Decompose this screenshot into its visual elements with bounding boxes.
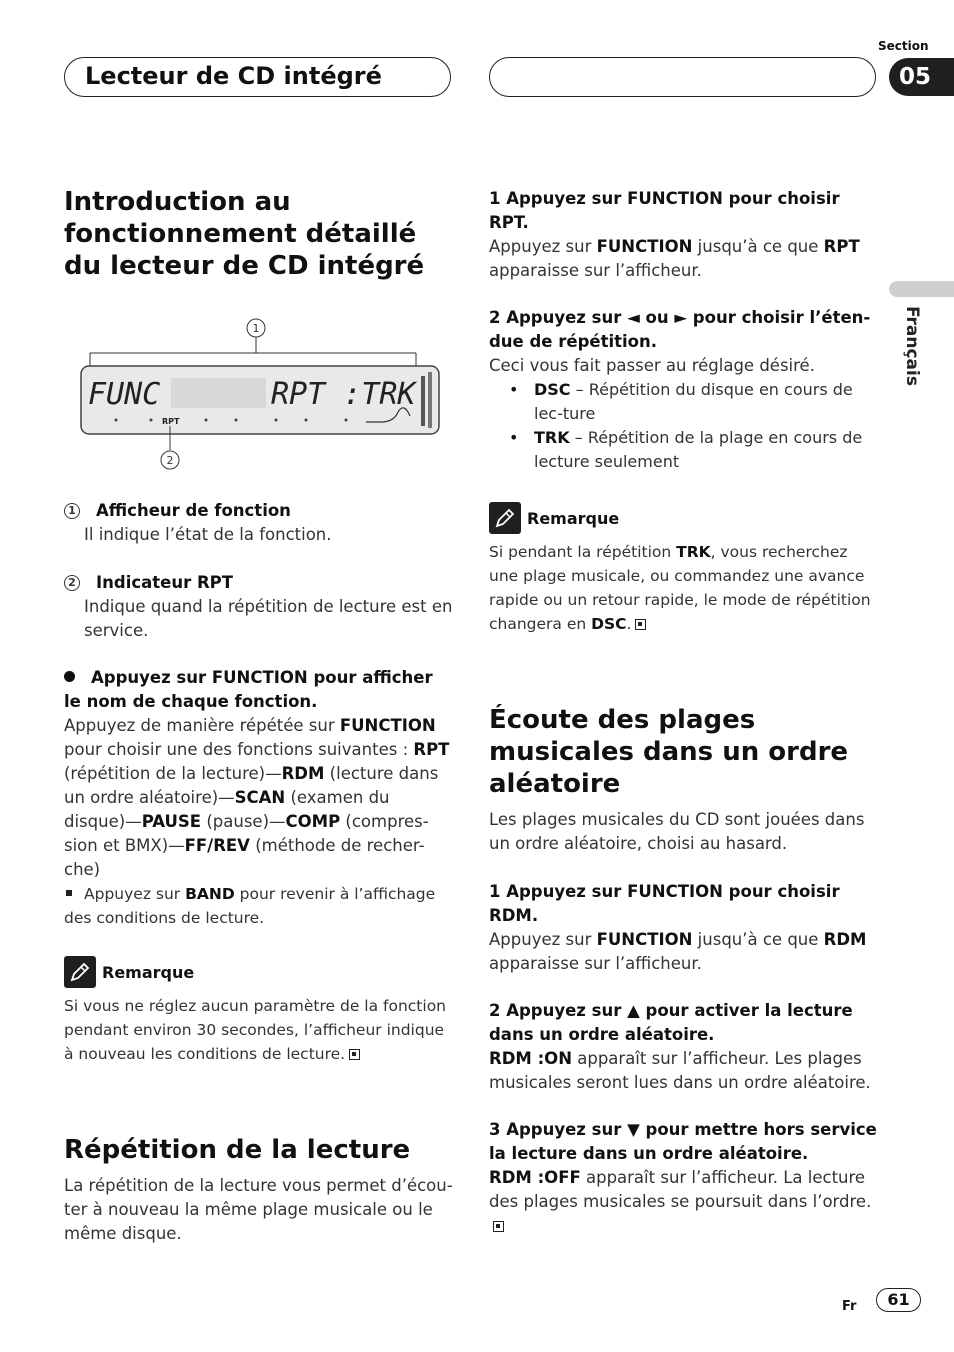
section-label: Section	[878, 39, 929, 53]
left-column	[64, 186, 454, 282]
random-step-2-title: 2 Appuyez sur ▲ pour activer la lecture dans un ordre aléatoire.	[489, 1001, 853, 1044]
repeat-options-list	[489, 378, 879, 474]
intro-items	[64, 499, 454, 643]
pencil-note-icon	[64, 956, 96, 988]
item-2-desc: Indique quand la répétition de lecture est en service.	[84, 597, 453, 640]
header-empty-box	[489, 57, 876, 97]
repeat-desc: La répétition de la lecture vous permet d’écou-ter à nouveau la même plage musicale ou le même disque.	[64, 1176, 453, 1243]
random-step-1-body: Appuyez sur FUNCTION jusqu’à ce que RDM apparaisse sur l’afficheur.	[489, 930, 867, 973]
random-step-3-title: 3 Appuyez sur ▼ pour mettre hors service la lecture dans un ordre aléatoire.	[489, 1120, 877, 1163]
lcd-display-illustration	[76, 316, 446, 472]
repeat-step-2-title: 2 Appuyez sur ◄ ou ► pour choisir l’éten-due de répétition.	[489, 308, 871, 351]
repeat-steps	[489, 187, 879, 636]
repeat-title: Répétition de la lecture	[64, 1135, 411, 1165]
function-step	[64, 666, 454, 930]
callout-2-label: 2	[166, 454, 174, 467]
language-tab	[889, 281, 954, 297]
function-step-body: Appuyez de manière répétée sur FUNCTION pour choisir une des fonctions suivantes : RPT (répétition de la lecture)—RDM (lecture dans un ordre aléatoire)—SCAN (examen du disque)—PAUSE (pause)—COMP (compres-sion et BMX)—FF/REV (méthode de recher-che)	[64, 716, 450, 879]
repeat-step-1-title: 1 Appuyez sur FUNCTION pour choisir RPT.	[489, 189, 840, 232]
item-1-desc: Il indique l’état de la fonction.	[84, 525, 332, 544]
intro-note-label: Remarque	[102, 962, 195, 982]
rpt-indicator: RPT	[162, 417, 180, 426]
callout-1-label: 1	[252, 322, 260, 335]
repeat-option-dsc: • DSC – Répétition du disque en cours de lec-ture	[489, 378, 879, 426]
repeat-step-1-body: Appuyez sur FUNCTION jusqu’à ce que RPT apparaisse sur l’afficheur.	[489, 237, 860, 280]
function-step-title: Appuyez sur FUNCTION pour afficher le nom de chaque fonction.	[64, 668, 433, 711]
lcd-right-text: RPT :TRK	[271, 377, 416, 412]
item-2-number: 2	[64, 575, 80, 591]
item-1-title: Afficheur de fonction	[96, 501, 291, 520]
bullet-dot-icon	[64, 671, 75, 682]
end-mark-icon	[635, 619, 646, 630]
intro-item-1	[64, 499, 454, 547]
random-step-1-title: 1 Appuyez sur FUNCTION pour choisir RDM.	[489, 882, 840, 925]
intro-item-2	[64, 571, 454, 643]
repeat-note-text: Si pendant la répétition TRK, vous recherchez une plage musicale, ou commandez une avance rapide ou un retour rapide, le mode de répétition changera en DSC.	[489, 543, 871, 633]
function-step-subnote: Appuyez sur BAND pour revenir à l’affichage des conditions de lecture.	[64, 885, 436, 927]
end-mark-icon	[493, 1221, 504, 1232]
chapter-title-box	[64, 57, 451, 97]
pencil-note-icon	[489, 502, 521, 534]
random-title: Écoute des plages musicales dans un ordre aléatoire	[489, 705, 849, 799]
item-1-number: 1	[64, 503, 80, 519]
repeat-option-trk: • TRK – Répétition de la plage en cours de lecture seulement	[489, 426, 879, 474]
repeat-step-2-body: Ceci vous fait passer au réglage désiré.	[489, 356, 815, 375]
footer-language: Fr	[842, 1299, 857, 1314]
square-bullet-icon	[66, 890, 72, 896]
item-2-title: Indicateur RPT	[96, 573, 234, 592]
random-section	[489, 704, 879, 1238]
chapter-title: Lecteur de CD intégré	[85, 62, 382, 90]
intro-title: Introduction au fonctionnement détaillé du lecteur de CD intégré	[64, 187, 425, 281]
repeat-note-label: Remarque	[527, 508, 620, 528]
random-step-3-body: RDM :OFF apparaît sur l’afficheur. La lecture des plages musicales se poursuit dans l’ordre.	[489, 1166, 879, 1238]
end-mark-icon	[349, 1049, 360, 1060]
lcd-segment-ghost	[171, 378, 266, 408]
random-step-2-body: RDM :ON apparaît sur l’afficheur. Les plages musicales seront lues dans un ordre aléatoire.	[489, 1049, 871, 1092]
lcd-left-text: FUNC	[88, 377, 161, 412]
page-number: 61	[876, 1288, 921, 1312]
random-desc: Les plages musicales du CD sont jouées dans un ordre aléatoire, choisi au hasard.	[489, 810, 865, 853]
repeat-note	[489, 502, 879, 636]
language-label: Français	[902, 306, 922, 386]
intro-note	[64, 956, 454, 1066]
intro-note-text: Si vous ne réglez aucun paramètre de la fonction pendant environ 30 secondes, l’afficheur indique à nouveau les conditions de lecture.	[64, 997, 446, 1063]
section-number: 05	[889, 58, 954, 96]
repeat-intro	[64, 1134, 454, 1246]
